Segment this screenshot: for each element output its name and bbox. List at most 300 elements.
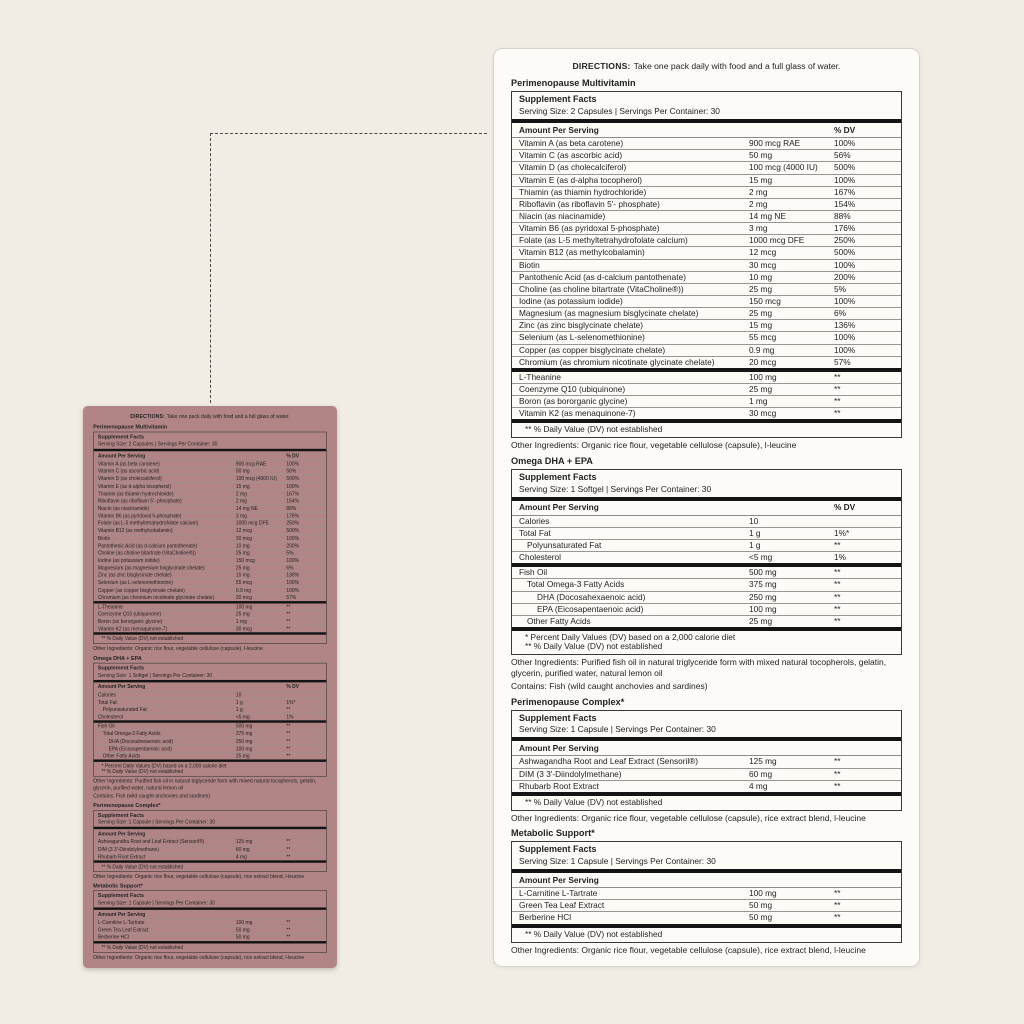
ingredient-name: Green Tea Leaf Extract — [97, 926, 149, 933]
ingredient-dv: 176% — [286, 512, 300, 519]
ingredient-amount: 1 g — [749, 527, 761, 538]
ingredient-name: Iodine (as potassium iodide) — [97, 557, 160, 564]
ingredient-amount: 55 mcg — [235, 579, 253, 586]
ingredient-dv: 88% — [834, 211, 851, 222]
ingredient-name: Vitamin D (as cholecalciferol) — [97, 475, 162, 482]
ingredient-dv: 100% — [834, 138, 856, 149]
other-ingredients: Other Ingredients: Organic rice flour, vegetable cellulose (capsule), rice extract blend, l-leucine — [93, 873, 305, 880]
supplement-facts-table — [93, 663, 327, 777]
ingredient-amount: 25 mg — [749, 283, 773, 294]
footnote: ** % Daily Value (DV) not established — [101, 863, 184, 870]
ingredient-row — [94, 691, 327, 698]
ingredient-name: Selenium (as L-selenomethionine) — [519, 332, 645, 343]
footnote: ** % Daily Value (DV) not established — [525, 796, 663, 807]
ingredient-row — [94, 512, 327, 519]
ingredient-name: Vitamin B6 (as pyridoxal 5-phosphate) — [97, 512, 182, 519]
ingredient-name: Cholesterol — [97, 713, 123, 720]
ingredient-name: Total Omega-3 Fatty Acids — [102, 730, 161, 737]
ingredient-name: Pantothenic Acid (as d-calcium pantothenate) — [519, 271, 686, 282]
column-header-row — [94, 682, 327, 691]
ingredient-amount: 1 g — [235, 698, 243, 705]
ingredient-amount: 10 — [749, 515, 759, 526]
facts-header — [94, 663, 327, 679]
ingredient-amount: 4 mg — [235, 853, 247, 860]
ingredient-dv: 167% — [834, 186, 856, 197]
ingredient-row — [94, 490, 327, 497]
ingredient-name: DHA (Docosahexaenoic acid) — [108, 737, 174, 744]
ingredient-amount: 12 mcg — [235, 527, 253, 534]
ingredient-dv: 167% — [286, 490, 300, 497]
ingredient-name: DHA (Docosahexaenoic acid) — [537, 591, 646, 602]
ingredient-dv: 100% — [834, 332, 856, 343]
ingredient-name: Zinc (as zinc bisglycinate chelate) — [519, 320, 644, 331]
footnotes — [512, 631, 901, 655]
ingredient-row — [94, 706, 327, 713]
ingredient-row — [94, 723, 327, 730]
serving-size-line: Serving Size: 1 Capsule | Servings Per Container: 30 — [97, 899, 215, 906]
section-title: Omega DHA + EPA — [511, 455, 593, 466]
ingredient-dv: ** — [834, 912, 841, 923]
section-title: Perimenopause Complex* — [93, 801, 161, 809]
ingredient-row — [94, 586, 327, 593]
ingredient-amount: 100 mg — [749, 371, 777, 382]
ingredient-row — [512, 295, 901, 307]
ingredient-amount: 125 mg — [235, 838, 253, 845]
ingredient-dv: 100% — [834, 259, 856, 270]
ingredient-name: DIM (3 3'-Diindolylmethane) — [519, 768, 622, 779]
ingredient-amount: 25 mg — [235, 549, 250, 556]
amount-header-spacer — [236, 684, 287, 689]
ingredient-name: Ashwagandha Root and Leaf Extract (Sensoril®) — [519, 756, 699, 767]
ingredient-row — [94, 564, 327, 571]
ingredient-amount: 50 mg — [749, 912, 773, 923]
ingredient-amount: 1 mg — [235, 618, 247, 625]
ingredient-dv: ** — [834, 768, 841, 779]
ingredient-dv: ** — [834, 567, 841, 578]
dv-header: % DV — [286, 452, 300, 459]
ingredient-dv: ** — [286, 737, 291, 744]
ingredient-dv: 100% — [286, 579, 300, 586]
ingredient-dv: 1%* — [286, 698, 296, 705]
ingredient-row — [512, 603, 901, 615]
facts-header — [512, 470, 901, 497]
ingredient-name: Vitamin B6 (as pyridoxal 5-phosphate) — [519, 223, 660, 234]
ingredient-row — [94, 713, 327, 720]
other-ingredients: Other Ingredients: Purified fish oil in natural triglyceride form with mixed natural tocopherols, gelatin, glycerin, purified water, natural lemon oil — [93, 778, 317, 791]
directions-text: Take one pack daily with food and a full glass of water. — [633, 61, 841, 71]
ingredient-dv: 6% — [834, 308, 846, 319]
ingredient-row — [512, 259, 901, 271]
ingredient-row — [94, 698, 327, 705]
ingredient-dv: 88% — [286, 505, 297, 512]
ingredient-amount: 2 mg — [749, 186, 768, 197]
ingredient-amount: 14 mg NE — [749, 211, 786, 222]
ingredient-amount: 150 mcg — [749, 296, 781, 306]
ingredient-dv: 200% — [834, 271, 856, 282]
ingredient-amount: 30 mcg — [749, 259, 777, 270]
ingredient-dv: 500% — [834, 162, 856, 173]
ingredient-row — [512, 138, 901, 149]
ingredient-dv: 154% — [834, 198, 856, 209]
zoom-callout-line-horizontal — [210, 133, 487, 134]
supplement-facts-table — [93, 890, 327, 952]
ingredient-row — [512, 161, 901, 173]
ingredient-amount: 500 mg — [235, 722, 253, 730]
ingredient-row — [512, 527, 901, 539]
other-ingredients: Other Ingredients: Organic rice flour, vegetable cellulose (capsule), rice extract blend, l-leucine — [93, 953, 305, 960]
ingredient-name: Vitamin C (as ascorbic acid) — [97, 467, 160, 475]
ingredient-name: Riboflavin (as riboflavin 5'- phosphate) — [519, 198, 660, 209]
ingredient-dv: ** — [834, 780, 841, 791]
ingredient-name: Fish Oil — [519, 567, 548, 578]
ingredient-dv: ** — [286, 926, 291, 933]
ingredient-group — [94, 603, 327, 632]
column-header-row — [512, 741, 901, 756]
section-title: Metabolic Support* — [93, 882, 143, 889]
ingredient-dv: ** — [286, 706, 291, 713]
ingredient-dv: 500% — [834, 247, 856, 258]
ingredient-dv: ** — [286, 838, 291, 845]
serving-size-line: Serving Size: 1 Capsule | Servings Per Container: 30 — [97, 819, 215, 826]
ingredient-name: L-Theanine — [97, 603, 123, 610]
ingredient-dv: 500% — [286, 475, 300, 482]
facts-header — [94, 811, 327, 827]
ingredient-dv: ** — [834, 888, 841, 899]
ingredient-row — [512, 591, 901, 603]
ingredient-name: Magnesium (as magnesium bisglycinate chelate) — [519, 308, 699, 319]
ingredient-row — [94, 549, 327, 556]
ingredient-dv: ** — [834, 591, 841, 602]
supplement-facts-table — [93, 810, 327, 872]
ingredient-row — [512, 331, 901, 343]
ingredient-group — [94, 723, 327, 760]
ingredient-dv: 1%* — [834, 527, 850, 538]
ingredient-name: Choline (as choline bitartrate (VitaCholine®)) — [519, 283, 684, 294]
ingredient-name: Rhubarb Root Extract — [519, 780, 599, 791]
amount-per-serving-header: Amount Per Serving — [97, 830, 146, 837]
product-label-thumbnail — [83, 406, 337, 968]
ingredient-name: Boron (as bororganic glycine) — [97, 618, 163, 625]
ingredient-row — [94, 527, 327, 534]
column-header-row — [94, 829, 327, 838]
ingredient-row — [94, 556, 327, 563]
ingredient-row — [512, 551, 901, 563]
ingredient-dv: ** — [286, 625, 291, 632]
ingredient-row — [512, 186, 901, 198]
ingredient-amount: 500 mg — [749, 567, 777, 578]
ingredient-dv: 56% — [286, 467, 297, 475]
ingredient-row — [512, 567, 901, 578]
amount-per-serving-header: Amount Per Serving — [519, 502, 599, 513]
ingredient-amount: 375 mg — [749, 579, 777, 590]
supplement-facts-table — [511, 710, 902, 811]
ingredient-row — [94, 845, 327, 852]
ingredient-amount: 125 mg — [749, 756, 777, 767]
ingredient-name: Chromium (as chromium nicotinate glycinate chelate) — [97, 594, 215, 601]
ingredient-row — [94, 594, 327, 601]
ingredient-row — [512, 344, 901, 356]
ingredient-row — [94, 571, 327, 578]
ingredient-name: Vitamin B12 (as methylcobalamin) — [97, 527, 173, 534]
ingredient-row — [94, 461, 327, 468]
footnote: ** % Daily Value (DV) not established — [101, 635, 184, 642]
ingredient-dv: 200% — [286, 542, 300, 549]
facts-header — [512, 842, 901, 869]
ingredient-row — [512, 307, 901, 319]
ingredient-dv: 100% — [834, 174, 856, 185]
ingredient-name: Zinc (as zinc bisglycinate chelate) — [97, 571, 172, 579]
ingredient-amount: 14 mg NE — [235, 505, 258, 512]
ingredient-amount: 1 mg — [749, 396, 768, 407]
ingredient-amount: 100 mcg (4000 IU) — [749, 162, 818, 173]
footnote: ** % Daily Value (DV) not established — [525, 424, 663, 435]
ingredient-dv: 250% — [286, 519, 300, 527]
ingredient-row — [512, 516, 901, 527]
amount-per-serving-header: Amount Per Serving — [97, 910, 146, 917]
ingredient-amount: 250 mg — [235, 737, 253, 744]
ingredient-name: Coenzyme Q10 (ubiquinone) — [519, 383, 626, 394]
facts-header — [94, 891, 327, 907]
ingredient-dv: ** — [286, 618, 291, 625]
ingredient-dv: ** — [286, 846, 291, 853]
ingredient-dv: ** — [834, 900, 841, 911]
ingredient-dv: 5% — [286, 549, 294, 556]
facts-title: Supplement Facts — [97, 433, 144, 440]
ingredient-row — [94, 853, 327, 860]
ingredient-dv: 100% — [834, 296, 856, 306]
directions-line — [93, 413, 327, 419]
ingredient-name: Chromium (as chromium nicotinate glycinate chelate) — [519, 356, 715, 367]
ingredient-row — [512, 899, 901, 911]
ingredient-dv: 57% — [286, 594, 297, 601]
ingredient-name: Selenium (as L-selenomethionine) — [97, 579, 173, 586]
ingredient-row — [94, 610, 327, 617]
amount-per-serving-header: Amount Per Serving — [97, 452, 146, 459]
ingredient-amount: 50 mg — [235, 926, 250, 933]
ingredient-name: DIM (3 3'-Diindolylmethane) — [97, 846, 159, 853]
dv-header — [286, 911, 322, 916]
dv-header: % DV — [834, 502, 856, 513]
ingredient-group — [512, 756, 901, 791]
ingredient-dv: ** — [286, 745, 291, 752]
ingredient-row — [94, 497, 327, 504]
serving-size-line: Serving Size: 2 Capsules | Servings Per Container: 30 — [97, 440, 218, 448]
ingredient-row — [94, 625, 327, 632]
column-header-row — [94, 451, 327, 460]
ingredient-name: Green Tea Leaf Extract — [519, 900, 605, 911]
ingredient-amount: 100 mg — [235, 603, 253, 610]
ingredient-amount: 60 mg — [749, 768, 773, 779]
ingredient-dv: ** — [286, 933, 291, 941]
dv-header: % DV — [834, 124, 856, 135]
ingredient-dv: ** — [834, 383, 841, 394]
directions-label: DIRECTIONS: — [572, 61, 631, 71]
ingredient-amount: 50 mg — [235, 467, 250, 475]
other-ingredients: Other Ingredients: Organic rice flour, vegetable cellulose (capsule), rice extract blend, l-leucine — [511, 812, 866, 823]
ingredient-dv: 100% — [834, 344, 856, 355]
ingredient-amount: 50 mg — [749, 150, 773, 161]
ingredient-amount: 2 mg — [749, 198, 768, 209]
ingredient-dv: 176% — [834, 223, 856, 234]
ingredient-row — [512, 539, 901, 551]
ingredient-amount: 50 mg — [749, 900, 773, 911]
ingredient-amount: 2 mg — [235, 497, 247, 504]
ingredient-name: L-Carnitine L-Tartrate — [97, 919, 145, 926]
ingredient-row — [512, 271, 901, 283]
ingredient-name: Polyunsaturated Fat — [527, 539, 602, 550]
other-ingredients: Other Ingredients: Purified fish oil in natural triglyceride form with mixed natural tocopherols, gelatin, glycerin, purified water, natural lemon oil — [511, 657, 887, 678]
section-title: Perimenopause Multivitamin — [93, 423, 168, 431]
amount-per-serving-header: Amount Per Serving — [97, 683, 146, 690]
section-title: Omega DHA + EPA — [93, 654, 142, 661]
ingredient-amount: 60 mg — [235, 846, 250, 853]
footnote: * Percent Daily Values (DV) based on a 2,000 calorie diet — [525, 631, 736, 642]
ingredient-amount: 15 mg — [749, 174, 773, 185]
ingredient-row — [94, 467, 327, 474]
facts-header — [94, 433, 327, 449]
ingredient-dv: 500% — [286, 527, 300, 534]
ingredient-amount: 15 mg — [749, 320, 773, 331]
ingredient-row — [512, 768, 901, 780]
ingredient-row — [94, 579, 327, 586]
supplement-facts-table — [511, 841, 902, 942]
ingredient-name: Total Fat — [97, 698, 117, 705]
ingredient-amount: 3 mg — [749, 223, 768, 234]
ingredient-amount: 25 mg — [749, 308, 773, 319]
other-ingredients: Contains: Fish (wild caught anchovies and sardines) — [511, 681, 708, 692]
ingredient-dv: 136% — [286, 571, 300, 579]
ingredient-amount: 25 mg — [749, 383, 773, 394]
footnotes — [94, 762, 327, 776]
ingredient-group — [512, 138, 901, 368]
ingredient-row — [94, 752, 327, 759]
ingredient-name: Total Omega-3 Fatty Acids — [527, 579, 625, 590]
ingredient-amount: 100 mg — [749, 603, 777, 614]
ingredient-name: Folate (as L-5 methyltetrahydrofolate calcium) — [519, 235, 688, 246]
other-ingredients: Contains: Fish (wild caught anchovies and sardines) — [93, 792, 211, 799]
ingredient-row — [512, 578, 901, 590]
footnotes — [512, 796, 901, 810]
other-ingredients: Other Ingredients: Organic rice flour, vegetable cellulose (capsule), rice extract blend, l-leucine — [511, 944, 866, 955]
ingredient-row — [512, 319, 901, 331]
ingredient-amount: 100 mg — [749, 888, 777, 899]
ingredient-group — [94, 919, 327, 941]
ingredient-amount: 15 mg — [235, 482, 250, 489]
ingredient-dv: 1% — [834, 552, 846, 563]
ingredient-dv: 56% — [834, 150, 851, 161]
directions-line — [511, 61, 902, 71]
dv-header — [286, 831, 322, 836]
section-title: Metabolic Support* — [511, 828, 595, 839]
ingredient-name: Cholesterol — [519, 552, 561, 563]
ingredient-amount: 50 mg — [235, 933, 250, 941]
ingredient-row — [94, 504, 327, 511]
footnotes — [94, 863, 327, 872]
ingredient-dv: ** — [834, 615, 841, 626]
ingredient-name: Berberine HCl — [97, 933, 129, 941]
ingredient-name: Fish Oil — [97, 722, 115, 730]
ingredient-amount: 3 mg — [235, 512, 247, 519]
ingredient-row — [94, 730, 327, 737]
ingredient-dv: ** — [286, 730, 291, 737]
section-title: Perimenopause Multivitamin — [511, 78, 636, 89]
ingredient-row — [94, 737, 327, 744]
footnotes — [94, 635, 327, 644]
ingredient-row — [512, 888, 901, 899]
facts-header — [512, 711, 901, 738]
ingredient-dv: ** — [286, 603, 291, 610]
section-title: Perimenopause Complex* — [511, 696, 625, 707]
ingredient-amount: 100 mcg (4000 IU) — [235, 475, 277, 482]
ingredient-name: Boron (as bororganic glycine) — [519, 396, 628, 407]
ingredient-row — [512, 615, 901, 627]
ingredient-row — [512, 246, 901, 258]
ingredient-row — [512, 198, 901, 210]
ingredient-name: Vitamin D (as cholecalciferol) — [519, 162, 627, 173]
ingredient-dv: ** — [834, 396, 841, 407]
footnote: * Percent Daily Values (DV) based on a 2,000 calorie diet — [101, 762, 227, 769]
ingredient-name: Total Fat — [519, 527, 551, 538]
ingredient-name: Vitamin B12 (as methylcobalamin) — [519, 247, 645, 258]
footnote: ** % Daily Value (DV) not established — [101, 943, 184, 950]
ingredient-name: Vitamin K2 (as menaquinone-7) — [97, 625, 168, 632]
ingredient-name: Pantothenic Acid (as d-calcium pantothenate) — [97, 542, 198, 549]
ingredient-amount: 20 mcg — [235, 594, 253, 601]
ingredient-row — [512, 222, 901, 234]
ingredient-name: Niacin (as niacinamide) — [97, 505, 150, 512]
ingredient-group — [512, 372, 901, 420]
ingredient-name: Calories — [97, 691, 116, 698]
ingredient-amount: 100 mg — [235, 919, 253, 926]
footnote: ** % Daily Value (DV) not established — [525, 641, 663, 652]
ingredient-row — [94, 603, 327, 610]
ingredient-dv: ** — [834, 408, 841, 419]
label-zoom-panel — [493, 48, 920, 967]
ingredient-dv: 5% — [834, 283, 846, 294]
ingredient-name: Vitamin A (as beta carotene) — [519, 138, 624, 149]
amount-per-serving-header: Amount Per Serving — [519, 874, 599, 885]
ingredient-name: Thiamin (as thiamin hydrochloride) — [519, 186, 647, 197]
ingredient-dv: ** — [834, 579, 841, 590]
amount-header-spacer — [749, 126, 834, 135]
ingredient-row — [94, 519, 327, 526]
ingredient-name: Other Fatty Acids — [527, 615, 591, 626]
facts-title: Supplement Facts — [519, 712, 597, 723]
ingredient-dv: ** — [286, 919, 291, 926]
amount-header-spacer — [236, 831, 287, 836]
ingredient-dv: ** — [286, 610, 291, 617]
ingredient-group — [512, 567, 901, 627]
ingredient-amount: 2 mg — [235, 490, 247, 497]
ingredient-row — [512, 407, 901, 419]
ingredient-name: Magnesium (as magnesium bisglycinate chelate) — [97, 564, 205, 571]
dv-header — [834, 876, 894, 885]
ingredient-dv: 6% — [286, 564, 294, 571]
ingredient-amount: 25 mg — [749, 615, 773, 626]
ingredient-dv: ** — [834, 539, 841, 550]
ingredient-row — [94, 919, 327, 926]
ingredient-row — [512, 756, 901, 767]
facts-title: Supplement Facts — [519, 471, 597, 482]
other-ingredients: Other Ingredients: Organic rice flour, vegetable cellulose (capsule), l-leucine — [93, 645, 263, 652]
serving-size-line: Serving Size: 1 Softgel | Servings Per Container: 30 — [519, 483, 712, 494]
ingredient-group — [94, 691, 327, 720]
ingredient-group — [94, 461, 327, 601]
ingredient-name: Polyunsaturated Fat — [102, 706, 147, 713]
ingredient-row — [94, 542, 327, 549]
footnote: ** % Daily Value (DV) not established — [525, 928, 663, 939]
ingredient-name: Choline (as choline bitartrate (VitaCholine®)) — [97, 549, 196, 556]
